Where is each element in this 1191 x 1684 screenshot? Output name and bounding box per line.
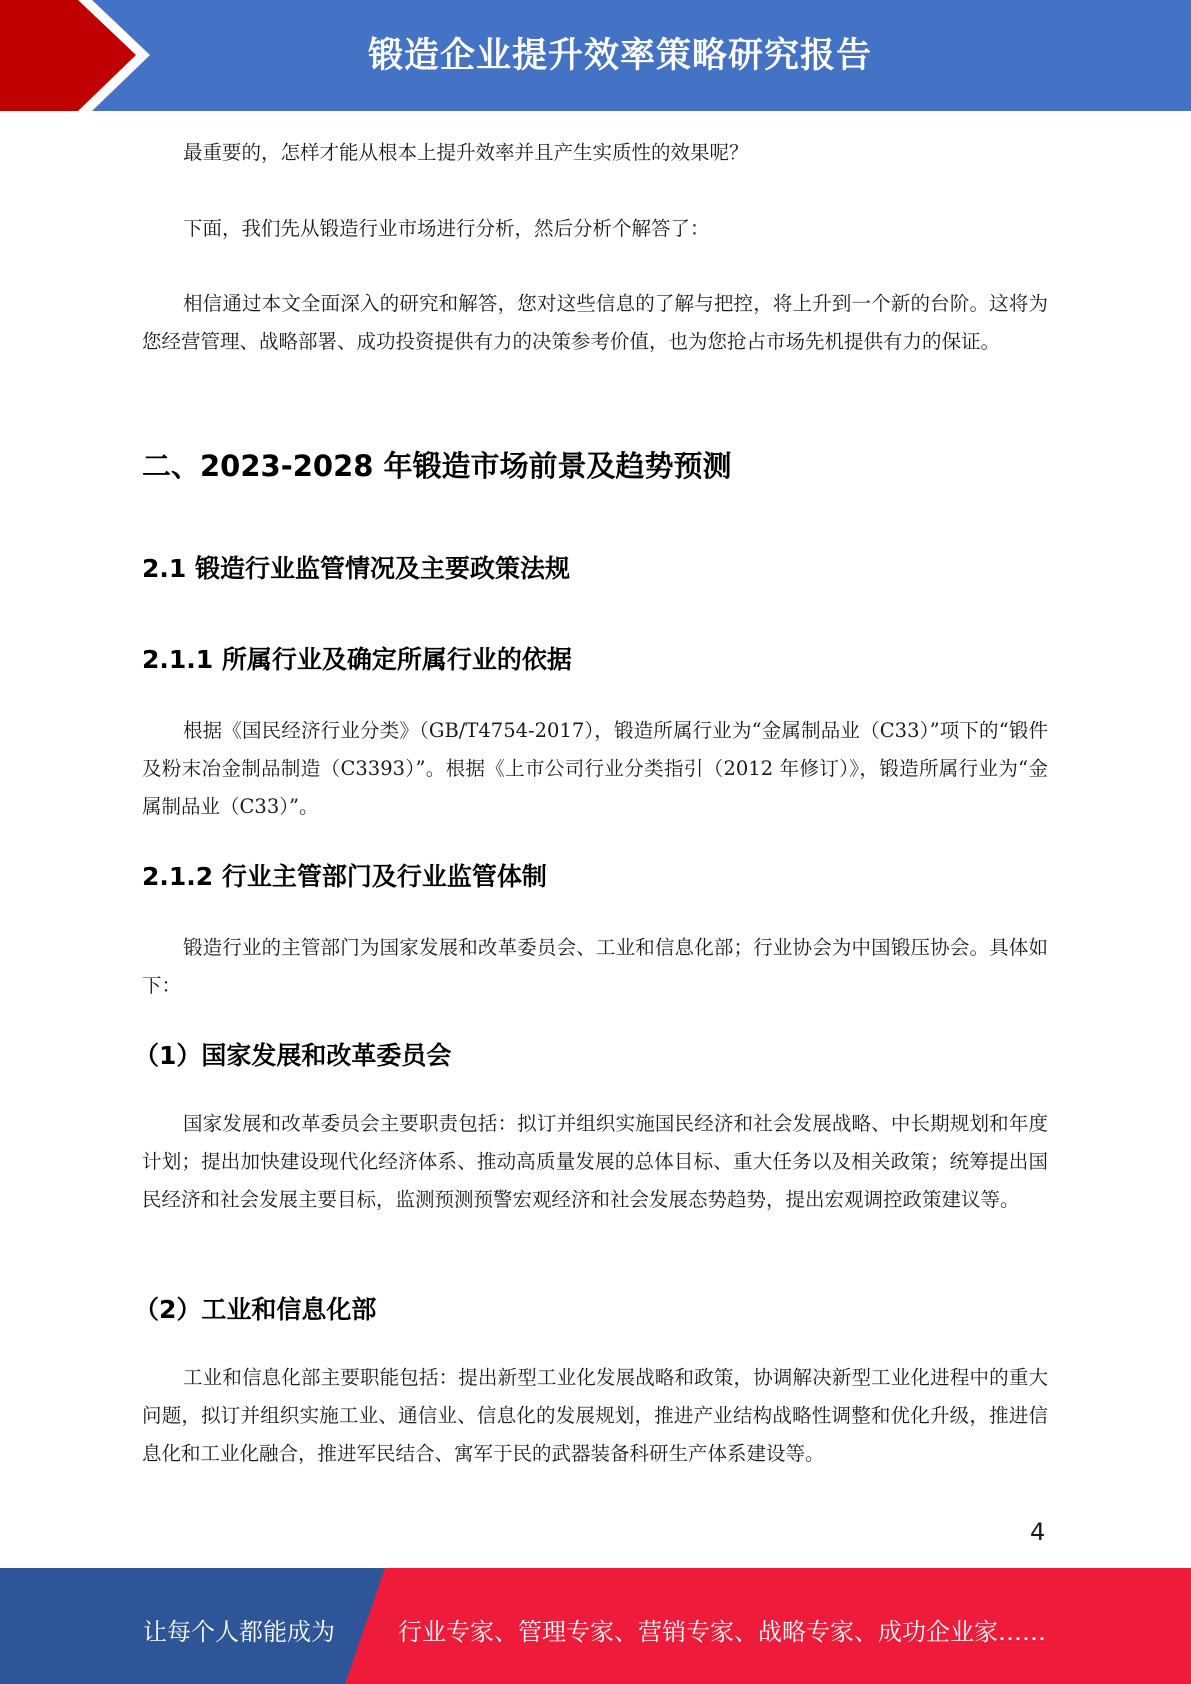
subsection-heading-2-1: 2.1 锻造行业监管情况及主要政策法规 [142,554,570,583]
paragraph-intro-3: 相信通过本文全面深入的研究和解答，您对这些信息的了解与把控，将上升到一个新的台阶。这将为您经营管理、战略部署、成功投资提供有力的决策参考价值，也为您抢占市场先机提供有力的保证。 [142,292,1048,353]
header-chevron-graphic [0,0,160,111]
paragraph-2-1-2: 锻造行业的主管部门为国家发展和改革委员会、工业和信息化部；行业协会为中国锻压协会。具体如下： [142,936,1048,997]
paragraph-2-1-1: 根据《国民经济行业分类》（GB/T4754-2017），锻造所属行业为“金属制品业（C33）”项下的“锻件及粉末冶金制品制造（C3393）”。根据《上市公司行业分类指引（2012 年修订）》，锻造所属行业为“金属制品业（C33）”。 [142,719,1048,818]
paragraph-intro-2: 下面，我们先从锻造行业市场进行分析，然后分析个解答了： [183,217,710,240]
page-number: 4 [1030,1518,1046,1546]
footer-slogan-left: 让每个人都能成为 [143,1618,335,1646]
page-header [0,0,1191,111]
paragraph-intro-1: 最重要的，怎样才能从根本上提升效率并且产生实质性的效果呢？ [183,141,749,164]
section-heading-2: 二、2023-2028 年锻造市场前景及趋势预测 [142,449,732,483]
item-heading-ndrc: （1）国家发展和改革委员会 [134,1041,452,1070]
footer-slogan-right: 行业专家、管理专家、营销专家、战略专家、成功企业家…… [398,1618,1046,1646]
document-title: 锻造企业提升效率策略研究报告 [367,36,872,76]
page-footer [0,1568,1191,1684]
paragraph-ndrc: 国家发展和改革委员会主要职责包括：拟订并组织实施国民经济和社会发展战略、中长期规划和年度计划；提出加快建设现代化经济体系、推动高质量发展的总体目标、重大任务以及相关政策；统筹提出国民经济和社会发展主要目标，监测预测预警宏观经济和社会发展态势趋势，提出宏观调控政策建议等。 [142,1112,1048,1211]
item-heading-miit: （2）工业和信息化部 [134,1295,377,1324]
chevron-red [0,0,136,111]
subsection-heading-2-1-2: 2.1.2 行业主管部门及行业监管体制 [142,862,547,891]
paragraph-miit: 工业和信息化部主要职能包括：提出新型工业化发展战略和政策，协调解决新型工业化进程中的重大问题，拟订并组织实施工业、通信业、信息化的发展规划，推进产业结构战略性调整和优化升级，推进信息化和工业化融合，推进军民结合、寓军于民的武器装备科研生产体系建设等。 [142,1366,1048,1465]
subsection-heading-2-1-1: 2.1.1 所属行业及确定所属行业的依据 [142,645,572,674]
